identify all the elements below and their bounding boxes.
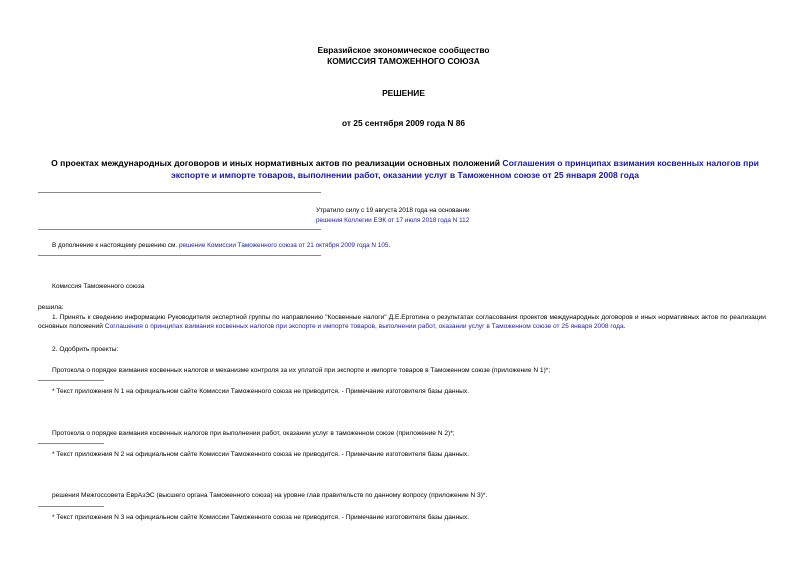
footnote-divider <box>38 506 104 507</box>
agreement-link[interactable]: Соглашения о принципах взимания косвенных налогов при экспорте и импорте товаров, выполнении работ, оказании услуг в Таможенном союзе от 25 января 2008 года <box>170 158 759 180</box>
doc-date-number: от 25 сентября 2009 года N 86 <box>341 118 466 128</box>
doc-title-prefix: О проектах международных договоров и иных нормативных актов по реализации основных положений <box>51 158 503 168</box>
doc-title <box>40 157 770 181</box>
footnote-divider <box>38 443 104 444</box>
addendum-note <box>52 242 390 250</box>
decided-label: решила: <box>38 304 64 311</box>
footnote-divider <box>38 380 104 381</box>
commission-name: КОМИССИЯ ТАМОЖЕННОГО СОЮЗА <box>327 56 480 66</box>
item-1-suffix: . <box>623 323 626 330</box>
footnote-1: * Текст приложения N 1 на официальном сайте Комиссии Таможенного союза не приводится. - Примечание изготовителя базы данных. <box>52 388 470 395</box>
divider <box>38 229 321 230</box>
footnote-2: * Текст приложения N 2 на официальном сайте Комиссии Таможенного союза не приводится. - Примечание изготовителя базы данных. <box>52 451 470 458</box>
related-decision-link[interactable]: решение Комиссии Таможенного союза от 21 октября 2009 года N 105 <box>178 242 389 249</box>
footnote-3: * Текст приложения N 3 на официальном сайте Комиссии Таможенного союза не приводится. - Примечание изготовителя базы данных. <box>52 514 470 521</box>
addendum-prefix: В дополнение к настоящему решению см. <box>52 242 179 249</box>
org-name: Евразийское экономическое сообщество <box>317 45 490 55</box>
divider <box>38 192 321 193</box>
doc-type: РЕШЕНИЕ <box>382 88 425 98</box>
item-1-text: 1. Принять к сведению информацию Руководителя экспертной группы по направлению "Косвенные налоги" Д.Е.Ерготина о результатах согласования проектов международных договоров и иных нормативных актов по реализации основных положений <box>38 314 766 330</box>
item-1 <box>38 313 766 331</box>
divider <box>38 255 321 256</box>
addendum-suffix: . <box>388 242 391 249</box>
item-2: 2. Одобрить проекты: <box>52 346 119 353</box>
decision-3: решения Межгоссовета ЕврАзЭС (высшего органа Таможенного союза) на уровне глав правительств по данному вопросу (приложение N 3)*. <box>52 492 488 499</box>
protocol-1: Протокола о порядке взимания косвенных налогов и механизме контроля за их уплатой при экспорте и импорте товаров в Таможенном союзе (приложение N 1)*; <box>52 367 551 374</box>
item-1-agreement-link[interactable]: Соглашения о принципах взимания косвенных налогов при экспорте и импорте товаров, выполнении работ, оказании услуг в Таможенном союзе от 25 января 2008 года <box>104 323 624 330</box>
protocol-2: Протокола о порядке взимания косвенных налогов при выполнении работ, оказании услуг в таможенном союзе (приложение N 2)*; <box>52 430 455 437</box>
status-note: Утратило силу с 19 августа 2018 года на основании <box>316 207 470 214</box>
repeal-decision-link[interactable]: решения Коллегии ЕЭК от 17 июля 2018 года N 112 <box>316 217 470 224</box>
commission-label: Комиссия Таможенного союза <box>52 283 145 290</box>
